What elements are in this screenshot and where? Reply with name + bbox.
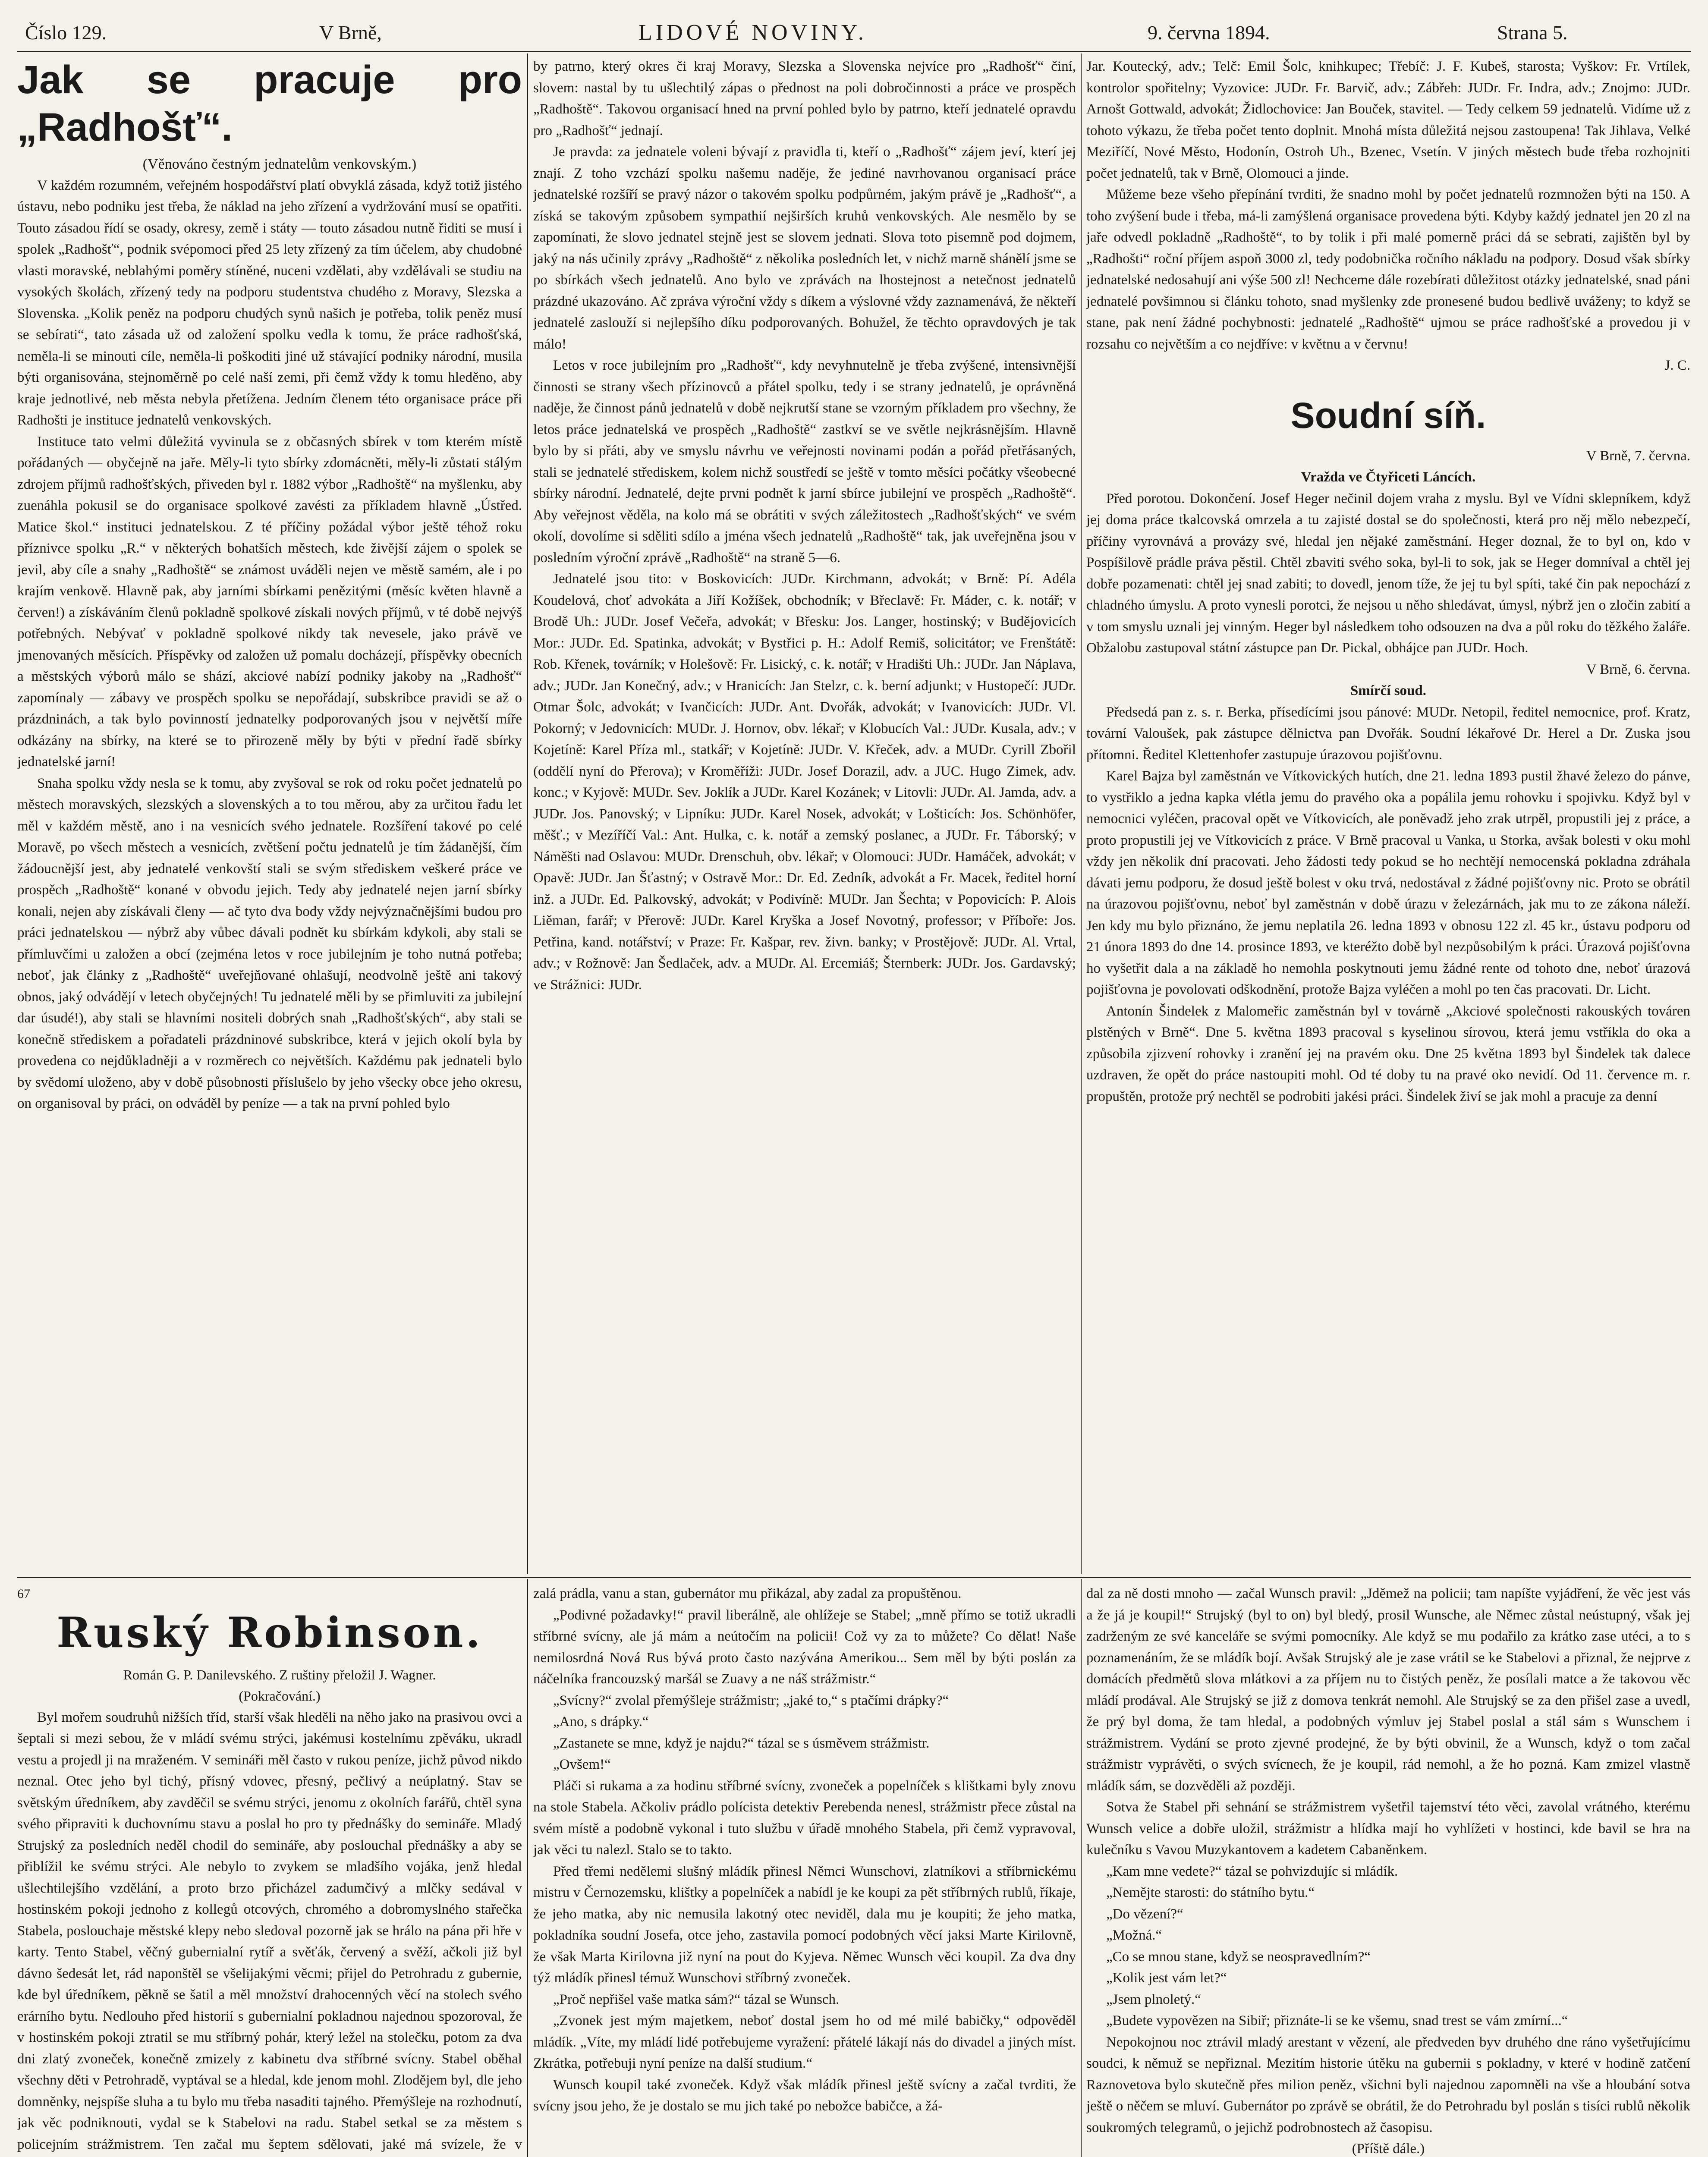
- paragraph: Snaha spolku vždy nesla se k tomu, aby zvyšoval se rok od roku počet jednatelů po městech moravských, slezských a slovenských a to tou měrou, aby za určitou řadu let měl v každém městě, ano i na vesnicích svého jednatele. Rozšíření takové po celé Moravě, po všech městech a vesnicích, zvětšení počtu jednatelů je tím žádanější, čím žádoucnější jest, aby jednatelé venkovští stali se svým střediskem veškeré práce ve prospěch „Radhoště“ konané v obvodu jejich. Tedy aby jednatelé nejen jarní sbírky konali, nejen aby získávali členy — ač tyto dva body vždy nejvýznačnějšími budou pro práci jednatelskou — nýbrž aby vůbec dávali podnět ku sbírkám kdykoli, aby stali se přímluvčími u založen a obcí (zejména letos v roce jubilejním je toho nutná potřeba; neboť, jak články z „Radhoště“ uveřejňované ohlašují, neodvolně ještě ani takový obnos, jaký odvádějí v letech obyčejných! Tu jednatelé měli by se přimluviti za jubilejní dar úsudé!), aby stali se hlavními nositeli dobrých snah „Radhošťských“, aby stali se konečně střediskem a pořadateli prázdninové subskribce, která v jejich okolí byla by provedena co nejdůkladněji a v rozměrech co největších. Každému pak jednateli bylo by svědomí uloženo, aby v době působnosti příslušelo by jeho všecky obce jeho okresu, on organisoval by práci, on odváděl by peníze — a tak na první pohled bylo: [17, 775, 522, 1111]
- paragraph: Sotva že Stabel při sehnání se strážmistrem vyšetřil tajemství této věci, zavolal vrátného, kterému Wunsch velice a dobře uložil, strážmistr a hlídka mají ho vyhlížeti v hostinci, kde bavil se hra na kulečníku s Vavou Muzykantovem a kadetem Cabaněnkem.: [1086, 1799, 1690, 1858]
- paragraph: „Kolik jest vám let?“: [1106, 1970, 1227, 1986]
- signature: J. C.: [1664, 358, 1690, 373]
- issue-date: 9. června 1894.: [1148, 22, 1270, 44]
- paragraph: „Nemějte starosti: do státního bytu.“: [1106, 1885, 1315, 1900]
- paragraph: „Zvonek jest mým majetkem, neboť dostal jsem ho od mé milé babičky,“ odpověděl mládík. „Víte, my mládí lidé potřebujeme vyražení: přátelé lákají nás do divadel a jiných míst. Zkrátka, potřebuji nyní peníze na další studium.“: [533, 2013, 1076, 2071]
- section-title: Soudní síň.: [1290, 395, 1486, 436]
- paragraph: „Možná.“: [1106, 1927, 1162, 1943]
- paragraph: „Jsem plnoletý.“: [1106, 1991, 1201, 2007]
- paragraph: Jar. Koutecký, adv.; Telč: Emil Šolc, knihkupec; Třebíč: J. F. Kubeš, starosta; Vyškov: Fr. Vrtílek, kontrolor spořitelny; Vyzovice: JUDr. Fr. Barvič, adv.; Zábřeh: JUDr. Fr. Indra, adv.; Znojmo: JUDr. Arnošt Gottwald, advokát; Židlochovice: Jan Bouček, stavitel. — Tedy celkem 59 jednatelů. Vidíme už z tohoto výkazu, že třeba počet tento doplnit. Mnohá místa důležitá nejsou zastoupena! Tak Jihlava, Velké Meziříčí, Nové Město, Hodonín, Ostroh Uh., Bzenec, Vsetín. V jiných městech bude třeba rozhojniti počet jednatelů, tak v Brně, Olomouci a jinde.: [1086, 59, 1690, 181]
- paragraph: Předsedá pan z. s. r. Berka, přísedícími jsou pánové: MUDr. Netopil, ředitel nemocnice, prof. Kratz, tovární Valoušek, pak zástupce dělnictva pan Dvořák. Soudní lékařové Dr. Herel a Dr. Zuska jsou přítomni. Ředitel Klettenhofer zastupuje úrazovou pojišťovnu.: [1086, 704, 1690, 763]
- paragraph: Jednatelé jsou tito: v Boskovicích: JUDr. Kirchmann, advokát; v Brně: Pí. Adéla Koudelová, choť advokáta a Jiří Kožíšek, obchodník; v Břeclavě: Fr. Máder, c. k. notář; v Brodě Uh.: JUDr. Josef Večeřa, advokát; v Břesku: Jos. Langer, hostinský; v Budějovicích Mor.: JUDr. Ed. Spatinka, advokát; v Bystřici p. H.: Adolf Remiš, solicitátor; ve Frenštátě: Rob. Křenek, továrník; v Holešově: Fr. Lisický, c. k. notář; v Hradišti Uh.: JUDr. Jan Náplava, adv.; JUDr. Jan Konečný, adv.; v Hranicích: Jan Stelzr, c. k. berní adjunkt; v Hustopečí: JUDr. Otmar Šolc, advokát; v Ivančicích: JUDr. Ant. Dvořák, advokát; v Ivanovicích: JUDr. Vl. Pokorný; v Jedovnicích: MUDr. J. Hornov, obv. lékař; v Klobucích Val.: JUDr. Kusala, adv.; v Kojetíně: Karel Příza ml., statkář; v Kojetíně: JUDr. V. Křeček, adv. a MUDr. Cyrill Zbořil (oddělí nyní do Přerova); v Kroměříži: JUDr. Josef Dorazil, adv. a JUC. Hugo Zimek, adv. konc.; v Kyjově: MUDr. Sev. Joklík a JUDr. Karel Kozánek; v Litovli: JUDr. Al. Jamda, adv. a JUDr. Jos. Panovský; v Lipníku: JUDr. Karel Nosek, advokát; v Lošticích: Jos. Schönhöfer, měšť.; v Mezíříčí Val.: Ant. Hulka, c. k. notář a zemský poslanec, a JUDr. Fr. Táborský; v Náměšti nad Oslavou: MUDr. Drenschuh, obv. lékař; v Olomouci: JUDr. Hamáček, advokát; v Opavě: JUDr. Jan Šťastný; v Ostravě Mor.: Dr. Ed. Zedník, advokát a Fr. Macek, ředitel horní inž. a JUDr. Ed. Palkovský, advokát; v Podivíně: MUDr. Jan Šechta; v Popovicích: P. Alois Liěman, farář; v Přerově: JUDr. Karel Kryška a Josef Novotný, professor; v Příboře: Jos. Petřina, kand. notářství; v Praze: Fr. Kašpar, rev. živn. banky; v Prostějově: JUDr. Al. Vrtal, adv.; v Rožnově: Jan Šedlaček, adv. a MUDr. Al. Ercemiáš; Šternberk: JUDr. Jos. Gardavský; ve Strážnici: JUDr.: [533, 571, 1076, 993]
- article-title: Jak se pracuje pro „Radhošť“.: [17, 58, 522, 149]
- dateline: V Brně, 6. června.: [1586, 661, 1690, 677]
- paragraph: Instituce tato velmi důležitá vyvinula se z občasných sbírek v tom kterém místě pořádaných — obyčejně na jaře. Měly-li tyto sbírky zdomácněti, měly-li zůstati stálým zdrojem příjmů radhošťských, přiveden byl r. 1882 výbor „Radhoště“ na myšlenku, aby zuenáhla pokusil se do organisace spolkové zavésti za příkladem hlavně „Ústřed. Matice škol.“ instituci jednatelskou. Z té příčiny požádal výbor ještě téhož roku příznivce spolku „R.“ v některých bohatších městech, kde živější zájem o spolek se jevil, aby cíle a snahy „Radhoště“ se známost uváděli nejen ve městě samém, ale i po krajím venkově. Hlavně pak, aby jarními sbírkami penězitými (měsíc květen hlavně a červen!) a získáváním členů pokladně spolkové získali nových příjmů, v té době nejvýš potřebných. Nebývať v pokladně spolkové nikdy tak nevesele, jako právě ve jmenovaných měsících. Příspěvky od založen už pomalu docházejí, příspěvky obecních a městských výborů málo se shází, akciové nabízí podniky jakoby na „Radhošť“ zapomínaly — zábavy ve prospěch spolku se nepořádají, subskribce pravidi se až o prázdninách, a tak bylo povinností jednatelky podporovaných jsou v největší míře odkázány na sbírky, na které se to přirozeně měly by býti v přední řadě sbírky jednatelské jarní!: [17, 434, 522, 770]
- paragraph: „Co se mnou stane, když se neospravedlním?“: [1106, 1949, 1371, 1965]
- paragraph: Nepokojnou noc ztrávil mladý arestant v vězení, ale předveden byv druhého dne ráno vyšetřujícímu soudci, k němuž se nepřiznal. Mezitím historie útěku na gubernii s pokladny, v které v hodině zatčení Raznovetova bylo skutečně přes milion peněz, všichni byli najednou zapomněli na vše a hloubání sotva ještě o něčem se mluví. Gubernátor po zprávě se obrátil, že do Petrohradu byl poslán s tisíci rublů několik soukromých telegramů, o jejichž podrobnostech až časopisu.: [1086, 2034, 1690, 2135]
- issue-number: Číslo 129.: [25, 22, 107, 44]
- paragraph: „Ovšem!“: [553, 1757, 611, 1772]
- byline: Román G. P. Danilevského. Z ruštiny přeložil J. Wagner.: [123, 1666, 436, 1682]
- paragraph: Můžeme beze všeho přepínání tvrditi, že snadno mohl by počet jednatelů rozmnožen býti na 150. A toho zvýšení bude i třeba, má-li zamýšlená organisace provedena býti. Kdyby každý jednatel jen 20 zl na jaře odvedl pokladně „Radhoště“, to by tolik i při malé pomerně práci dá se sebrati, zajištěn byl by „Radhošti“ roční příjem aspoň 3000 zl, tedy podobnička ročního nákladu na podpory. Dosud však sbírky jednatelské nedosahují ani výše 500 zl! Nechceme dále rozebírati důležitost otázky jednatelské, snad páni jednatelé povšimnou si článku tohoto, snad myšlenky zde pronesené budou bedlivě uváženy; to když se stane, pak není žádné pochybnosti: jednatelé „Radhoště“ ujmou se práce radhošťské a provedou ji v rozsahu co největším a co nejdříve: v květnu a v červnu!: [1086, 187, 1690, 352]
- subheading: Smírčí soud.: [1350, 683, 1427, 698]
- serial-title: Ruský Robinson.: [57, 1608, 483, 1657]
- section-marker: 67: [17, 1587, 30, 1601]
- paragraph: Před porotou. Dokončení. Josef Heger nečinil dojem vraha z myslu. Byl ve Vídni sklepníkem, když jej doma práce tkalcovská omrzela a tu zajisté dostal se do společnosti, která pro něj mělo nebezpečí, příčiny vyrovnává a provázy své, hledal jen nějaké zaměstnání. Heger doznal, že to byl on, kdo v Pospíšilově prádle práva pěstil. Chtěl zbaviti svého soka, byl-li to sok, jak se Heger domníval a chtěl jej dobře pozamenati: chtěl jej snad zabiti; to dovedl, jenom tíže, že jej tu byl spíti, také čin pak nepochází z chladného úmyslu. A proto vynesli porotci, že nejsou u něho shledávat, úmysl, nýbrž jen o zločin zabití a v tom smyslu uznali jej vinným. Heger byl následkem toho odsouzen na dva a půl roku do těžkého žaláře. Obžalobu zastupoval státní zástupce pan Dr. Pickal, obhájce pan JUDr. Hoch.: [1086, 491, 1690, 656]
- robinson-column-2: [533, 1583, 1076, 2157]
- paragraph: Karel Bajza byl zaměstnán ve Vítkovických hutích, dne 21. ledna 1893 pustil žhavé železo do pánve, to vystřiklo a jedna kapka vlétla jemu do pravého oka a popálila jemu rohovku i spojivku. Když byl v nemocnici vyléčen, pracoval opět ve Vítkovicích, ale poněvadž jeho zrak utrpěl, propustili jej z práce, a proto propustili jej ve Vítkovicích z práce. V Brně pracoval u Vanka, u Storka, avšak bolesti v oku mohl vždy jen několik dní pracovati. Jeho žádosti tedy pokud se ho nechtějí nemocenská pokladna zdráhala dávati jemu podporu, že dosud ještě bolest v oku trvá, nedostával z žádné pojišťovny nic. Proto se obrátil na úrazovou pojišťovnu, neboť byl zaměstnán v době úrazu v železárnách, jak mu to ze zákona náleží. Jen kdy mu bylo přiznáno, že jemu neplatila 26. ledna 1893 v obnosu 122 zl. 45 kr., ústavu podporu od 21 února 1893 do dne 14. prosince 1893, ve kteréžto době byl nezpůsobilým k práci. Úrazová pojišťovna ho vyšetřit dala a na základě ho nemohla poskytnouti jemu žádné rente od tohoto dne, neboť úrazová pojišťovna je povolovati odškodnění, protože Bajza vyléčen a mohl po ten čas pracovati. Dr. Licht.: [1086, 768, 1690, 997]
- dateline: V Brně, 7. června.: [1586, 448, 1690, 464]
- paragraph: „Ano, s drápky.“: [553, 1714, 649, 1729]
- continuation-note: (Pokračování.): [239, 1688, 321, 1704]
- header-rule: [17, 51, 1691, 52]
- paragraph: Antonín Šindelek z Malomeřic zaměstnán byl v továrně „Akciové společnosti rakouských továren plstěných v Brně“. Dne 5. května 1893 pracoval s kyselinou sírovou, která jemu vstříkla do oka a způsobila zjizvení rohovky i zranění jej na pravém oku. Dne 25 května 1893 byl Šindelek tak dalece uzdraven, že opět do práce nastoupiti mohl. Od té doby tu na pravé oko nevidí. Od 11. července m. r. propuštěn, protože prý nechtěl se podrobiti jakési práci. Šindelek živí se jak mohl a pracuje za denní: [1086, 1003, 1690, 1104]
- paragraph: Wunsch koupil také zvoneček. Když však mládík přinesl ještě svícny a začal tvrditi, že svícny jsou jeho, že je dostalo se mu jich také po nebožce babičce, a žá-: [533, 2077, 1076, 2114]
- paragraph: Je pravda: za jednatele voleni bývají z pravidla ti, kteří o „Radhošť“ zájem jeví, kterí jej znají. Z toho vzchází spolku našemu naděje, že jediné navrhovanou organisací práce jednatelské rozšíří se pravý názor o takovém spolku podpůrném, jakým právě je „Radhošť“, a získá se takovým způsobem sympathií nejširších kruhů venkovských. Ale nesmělo by se zapomínati, že slovo jednatel stejně jest se slovem jednati. Slova toto pisemně pod dojmem, jaký na nás učinily zprávy „Radhoště“ z několika posledních let, v nichž marně shánělí jsme se po sbírkách všech jednatelů. Ano bylo ve zprávách na lhostejnost a netečnost jednatelů prázdné ukazováno. Ač zpráva výroční vždy s díkem a výslovné vždy zaznamenává, že někteří jednatelé zaslouží si nejlepšího díku podporovaných. Bohužel, že těchto opravdových je tak málo!: [533, 144, 1076, 352]
- radhost-column-1: [17, 56, 522, 1575]
- paragraph: Před třemi nedělemi slušný mládík přinesl Němci Wunschovi, zlatníkovi a stříbrnickému mistru v Černozemsku, klištky a popelníček a nabídl je ke koupi za pět stříbrných rublů, říkaje, že jeho matka, aby nic nemusila lakotný otec neviděl, dala mu je koupiti; že jeho matka, pokladníka soudní Josefa, otce jeho, zastavila pomocí podobných věcí jaksi Marte Kirilovně, že však Marta Kirilovna již nyní na pout do Kyjeva. Němec Wunsch věci koupil. Za dva dny týž mládík přinesl témuž Wunschovi stříbrný zvoneček.: [533, 1863, 1076, 1986]
- paragraph: „Zastanete se mne, když je najdu?“ tázal se s úsměvem strážmistr.: [553, 1735, 930, 1751]
- place: V Brně,: [319, 22, 382, 44]
- paragraph: „Budete vypovězen na Sibiř; přiznáte-li se ke všemu, snad trest se vám zmírní...“: [1106, 2013, 1568, 2028]
- column-rule: [1081, 1579, 1082, 2157]
- paragraph: „Svícny?“ zvolal přemýšleje strážmistr; „jaké to,“ s ptačími drápky?“: [553, 1692, 949, 1708]
- paragraph: „Podivné požadavky!“ pravil liberálně, ale ohlížeje se Stabel; „mně přímo se totiž ukradli stříbrné svícny, ale já mám a neútočím na policii! Což vy za to můžete? Co dělat! Naše nemilosrdná Nová Rus bývá proto často nazývána Amerikou... Sem měl by býti poslán za náčelníka francouzský maršál se Zuavy a ne náš strážmistr.“: [533, 1607, 1076, 1687]
- paragraph: „Kam mne vedete?“ tázal se pohvizdujíc si mládík.: [1106, 1863, 1398, 1879]
- paragraph: dal za ně dosti mnoho — začal Wunsch pravil: „Jděmež na policii; tam napíšte vyjádření, že věc jest vás a že já je koupil!“ Strujský (byl to on) byl bledý, prosil Wunsche, ale Němec zůstal neústupný, však jej zadrženým ze své kanceláře se svými pomocníky. Ale když se mu podařilo za krátko zase utéci, a to s poznamenáním, že se mládík bojí. Avšak Strujský ale je zase vrátil se ke Stabelovi a přiznal, že nejprve z domácích předmětů slova mlátkovi a za příjem nu to čistých peněz, že posílali matce a že takovou věc mládí prodával. Ale Strujský se již z domova tenkrát nemohl. Ale Strujský se za den přišel zase a uvedl, že prý byl doma, že tam hledal, a podobných výmluv jej Stabel poslal a stál sám s Wunschem i strážmistrem. Vydání se proto zjevné prodejné, že by býti obvinil, že a Wunsch, když o tom začal strážmistr vyprávěti, o svých svícnech, že je koupil, rád nemohl, a že ho pozná. Kam zmizel vlastně mládík sám, se dozvěděli až později.: [1086, 1586, 1690, 1794]
- column-rule: [1081, 53, 1082, 1574]
- paragraph: V každém rozumném, veřejném hospodářství platí obvyklá zásada, když totiž jistého ústavu, nebo podniku jest třeba, že náklad na jeho zřízení a vydržování musí se opatřiti. Touto zásadou řídí se osady, okresy, země i státy — touto zásadou nutně řiditi se musí i spolek „Radhošť“, podnik svépomoci před 25 lety zřízený za tím účelem, aby chudobné vlasti moravské, neblahými poměry stíněné, nuceni vzdělati, aby vzdělávali se studiu na vysokých školách, zřízený tedy na podporu studentstva chudého z Moravy, Slezska a Slovenska. „Kolik peněz na podporu chudých synů našich je potřeba, tolik peněz musí se sebírati“, tato zásada už od založení spolku vedla k tomu, že práce radhošťská, neměla-li se minouti cíle, neměla-li poškoditi jiné už stávající podniky národní, musila býti organisována, stejnoměrně po celé naší zemi, při čemž vždy k tomu hleděno, aby kraje jednotlivé, neb města nebyla přetížena. Jedním členem této organisace práce při Radhošti je instituce jednatelů venkovských.: [17, 177, 522, 428]
- paragraph: „Do vězení?“: [1106, 1906, 1183, 1922]
- paragraph: Pláči si rukama a za hodinu stříbrné svícny, zvoneček a popelníček s klištkami byly znovu na stole Stabela. Ačkoliv prádlo polícista detektiv Perebenda nenesl, strážmistr přece zůstal na svém místě a podobně vykonal i tuto službu v úřadě mnohého Stabela, při čemž vypravoval, jak věci tu nalezl. Stalo se to takto.: [533, 1778, 1076, 1858]
- column-rule: [527, 1579, 528, 2157]
- right-column: [1086, 56, 1690, 1575]
- subheading: Vražda ve Čtyřiceti Láncích.: [1301, 469, 1476, 485]
- section-rule: [17, 1577, 1691, 1578]
- paragraph: zalá prádla, vanu a stan, gubernátor mu přikázal, aby zadal za propuštěnou.: [533, 1586, 962, 1601]
- paragraph: Letos v roce jubilejním pro „Radhošť“, kdy nevyhnutelně je třeba zvýšené, intensivnější činnosti se strany všech přízinovců a přátel spolku, tedy i se strany jednatelů, je oprávněná naděje, že činnost pánů jednatelů v době nejkrutší stane se vzorným příkladem pro všechny, že letos práce jednatelská ve prospěch „Radhoště“ zastkví se ve světle nejkrásnějším. Hlavně bylo by si přáti, aby ve smyslu návrhu ve veřejnosti novinami podán a pořád přetřásaných, stali se jednatelé střediskem, kolem nichž soustředí se ještě v tomto měsíci počátky všeobecné sbírky národní. Jednatelé, dejte prvni podnět k jarní sbírce jubilejní ve prospěch „Radhoště“. Aby veřejnost věděla, na kolo má se obrátiti v svých záležitostech „Radhošťských“ ve svém okolí, dovolíme si sděliti sdílo a jména všech jednatelů „Radhoště“ tak, jak uveřejněna jsou v posledním výroční zprávě „Radhoště“ na straně 5—6.: [533, 358, 1076, 566]
- masthead: LIDOVÉ NOVINY.: [639, 20, 867, 45]
- to-be-continued: (Příště dále.): [1352, 2141, 1425, 2157]
- column-rule: [527, 53, 528, 1574]
- paragraph: Byl mořem soudruhů nižších tříd, starší však hleděli na něho jako na prasivou ovci a šeptali si mezi sebou, že v mládí svému strýci, jakémusi kostelnímu zpěváku, ukradl vestu a projedl ji na mraženém. V semináři měl často v rukou peníze, jichž původ nikdo neznal. Otec jeho byl tichý, přísný vdovec, přesný, pečlivý a neúplatný. Stav se světským úředníkem, aby zavděčil se svému strýci, jenomu z okolních farářů, chtěl syna svého připraviti k duchovnímu stavu a poslal ho pro ty přednášky do semináře. Mladý Strujský za posledních neděl chodil do semináře, aby poslouchal přednášky a aby se přiblížil ke svému strýci. Ale nebylo to zvykem se mladšího vojáka, jenž hledal ušlechtilejšího vzdělání, a proto brzo přicházel zadumčivý a mlčky sedával v hostinském pokoji jednoho z kollegů otcových, chromého a dobromyslného stařečka Stabela, poslouchaje městské klepy nebo sledoval pozorně jak se hrálo na pána při hře v karty. Tento Stabel, věčný gubernialní rytíř a svěťák, červený a svěží, ačkoli již byl dávno šedesát let, rád naponštěl se všelijakými věcmi; přijel do Petrohradu z gubernie, kde byl úředníkem, pěkně se šatil a měl množství drahocenných věcí na stolech svého erárního bytu. Nedlouho před historií s gubernialní pokladnou najednou spozoroval, že v hostinském pokoji ztratil se mu stříbrný pohár, který ležel na stolečku, potom za dva dni zlatý zvoneček, konečně zmizely z kabinetu dva stříbrné svícny. Stabel oběhal všechny děti v Petrohradě, vyptával se a hledal, kde jenom mohl. Zlodějem byl, dle jeho domněnky, nejspíše sluha a tu bylo mu třeba nasaditi tajného. Přemýšleje na rozhodnutí, jak věc podniknouti, vydal se k Stabelovi na radu. Stabel setkal se za městem s policejním strážmistrem. Ten začal mu šeptem sdělovati, jaké má svízele, že v: [17, 1709, 522, 2152]
- radhost-column-2: [533, 56, 1076, 1575]
- robinson-column-3: [1086, 1583, 1690, 2157]
- paragraph: by patrno, který okres či kraj Moravy, Slezska a Slovenska nejvíce pro „Radhošť“ činí, slovem: nastal by tu ušlechtilý zápas o přednost na poli dobročinnosti a práce ve prospěch „Radhoště“. Takovou organisací hned na první pohled bylo by patrno, kteří jednatelé opravdu pro „Radhošť“ jednají.: [533, 59, 1076, 138]
- page-number: Strana 5.: [1497, 22, 1568, 44]
- robinson-column-1: [17, 1583, 522, 2157]
- paragraph: „Proč nepřišel vaše matka sám?“ tázal se Wunsch.: [553, 1991, 840, 2007]
- article-dedication: (Věnováno čestným jednatelům venkovským.): [142, 156, 417, 172]
